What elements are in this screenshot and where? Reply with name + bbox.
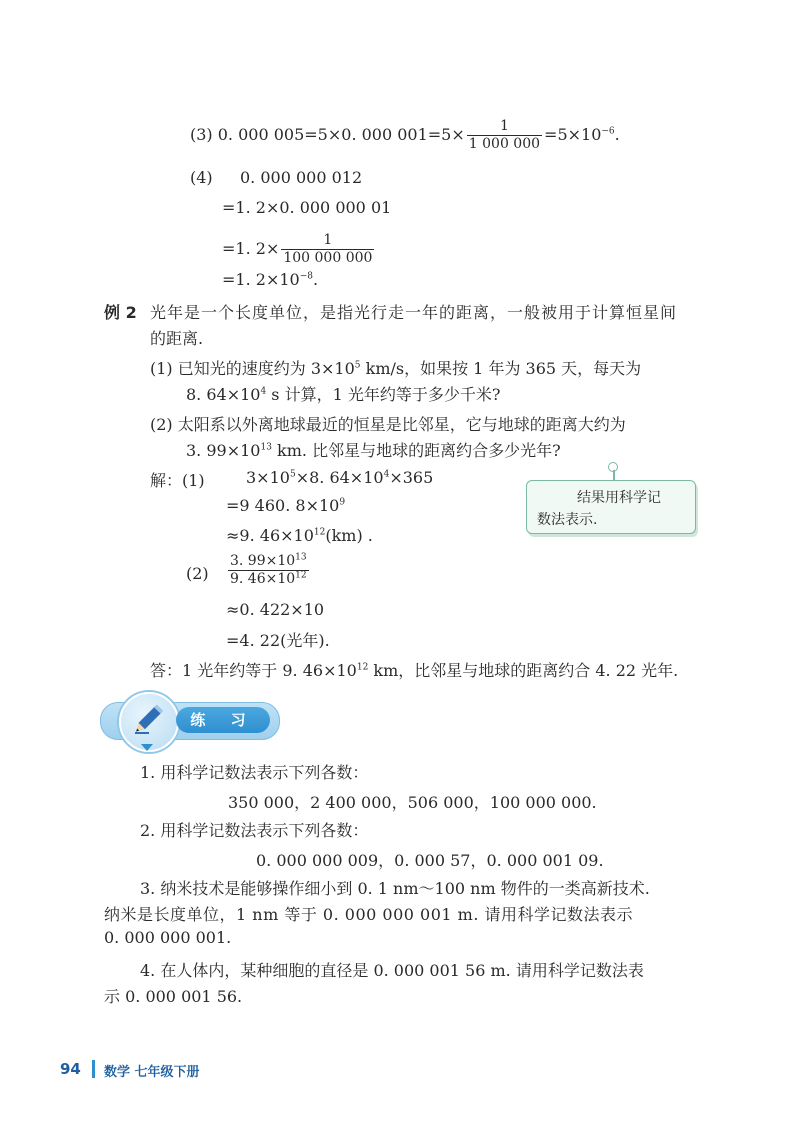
solution-s1-line1 (246, 468, 433, 487)
s2-num (228, 553, 309, 570)
answer-b: km，比邻星与地球的距离约合 4. 22 光年. (368, 661, 679, 680)
example2-intro-line1: 光年是一个长度单位，是指光行走一年的距离，一般被用于计算恒星间 (150, 303, 678, 322)
s1l3-b: (km) . (325, 526, 373, 545)
q1-line2-b: s 计算，1 光年约等于多少千米? (266, 385, 501, 404)
q1-line2-exp: 4 (260, 386, 267, 397)
answer-exp: 12 (356, 662, 369, 673)
page-number: 94 (60, 1060, 81, 1078)
eq3-prefix: (3) 0. 000 005=5×0. 000 001=5× (190, 125, 465, 144)
eq4-line4 (222, 270, 318, 289)
solution-s1-line3 (226, 526, 373, 545)
q2-line2-a: 3. 99×10 (186, 441, 261, 460)
book-title: 数学 七年级下册 (104, 1065, 200, 1080)
practice-title: 练 习 (176, 707, 270, 733)
eq3-frac-num: 1 (499, 118, 509, 134)
q2-line2-b: km. 比邻星与地球的距离约合多少光年? (271, 441, 561, 460)
example2-q2-line2 (186, 438, 561, 461)
eq4-label: (4) (190, 168, 213, 187)
eq4-line4-end: . (312, 270, 319, 289)
example2-q1-line1 (150, 356, 641, 379)
example2-label: 例 2 (104, 303, 137, 322)
q2-line2-exp: 13 (260, 442, 272, 453)
example2-intro-line2: 的距离. (150, 329, 204, 348)
eq4-line4-base: =1. 2×10 (222, 270, 300, 289)
solution-s2-line2: ≈0. 422×10 (226, 600, 325, 619)
solution-s2-fraction (226, 553, 311, 588)
s1l1-a: 3×10 (246, 468, 290, 487)
tip-line1: 结果用科学记 (577, 490, 661, 506)
practice-item-2-values: 0. 000 000 009，0. 000 57，0. 000 001 09. (256, 851, 604, 870)
s1l1-c: ×365 (389, 468, 434, 487)
q1-a: (1) 已知光的速度约为 3×10 (150, 359, 355, 378)
s2-den-exp: 12 (295, 570, 307, 581)
practice-item-4-line1: 4. 在人体内，某种细胞的直径是 0. 000 001 56 m. 请用科学记数法表 (140, 961, 644, 980)
pencil-icon-badge (119, 692, 179, 752)
q1-b: km/s，如果按 1 年为 365 天，每天为 (360, 359, 642, 378)
practice-item-3-line1: 3. 纳米技术是能够操作细小到 0. 1 nm～100 nm 物件的一类高新技术. (140, 879, 650, 898)
s2-den (228, 571, 309, 588)
answer-a: 答：1 光年约等于 9. 46×10 (150, 661, 357, 680)
footer-divider (92, 1060, 95, 1078)
practice-item-1-values: 350 000，2 400 000，506 000，100 000 000. (228, 793, 597, 812)
s2-num-a: 3. 99×10 (230, 553, 296, 569)
practice-item-1: 1. 用科学记数法表示下列各数： (140, 763, 369, 782)
practice-item-3-line3: 0. 000 000 001. (104, 928, 232, 947)
eq3-end: . (614, 125, 620, 144)
eq4-fraction (281, 232, 374, 267)
eq4-line2: =1. 2×0. 000 000 01 (222, 198, 392, 217)
eq4-line3-prefix: =1. 2× (222, 239, 280, 258)
tip-callout (526, 480, 696, 534)
q1-exp: 5 (354, 360, 361, 371)
pencil-icon (119, 692, 175, 748)
solution-answer (150, 658, 678, 681)
solution-s1-line2 (226, 496, 345, 515)
s1l2-a: =9 460. 8×10 (226, 496, 340, 515)
eq4-line3 (222, 232, 376, 267)
s2-den-a: 9. 46×10 (230, 571, 296, 587)
eq4-frac-den: 100 000 000 (283, 250, 373, 266)
solution-label: 解：(1) (150, 471, 205, 490)
practice-item-2: 2. 用科学记数法表示下列各数： (140, 821, 369, 840)
s1l2-exp: 9 (339, 497, 346, 508)
eq4-line4-exp: −8 (299, 271, 313, 282)
eq3-suffix: =5×10 (544, 125, 602, 144)
eq3-exp: −6 (601, 126, 615, 137)
solution-s2-label: (2) (186, 564, 209, 583)
equation-3 (190, 118, 620, 153)
s1l3-a: ≈9. 46×10 (226, 526, 314, 545)
solution-s2-line3: =4. 22(光年). (226, 631, 330, 650)
s2-fraction (228, 553, 309, 588)
eq3-fraction (467, 118, 542, 153)
s1l3-exp: 12 (313, 527, 326, 538)
s2-num-exp: 13 (295, 552, 307, 563)
example2-q2-line1: (2) 太阳系以外离地球最近的恒星是比邻星，它与地球的距离大约为 (150, 415, 626, 434)
tip-line2: 数法表示. (537, 512, 598, 528)
eq4-frac-num: 1 (323, 232, 333, 248)
q1-line2-a: 8. 64×10 (186, 385, 261, 404)
s1l1-exp1: 5 (289, 469, 296, 480)
eq3-frac-den: 1 000 000 (468, 136, 541, 152)
example2-q1-line2 (186, 382, 500, 405)
eq4-line1: 0. 000 000 012 (240, 168, 363, 187)
s1l1-b: ×8. 64×10 (295, 468, 384, 487)
pencil-badge-pointer (141, 744, 153, 751)
s1l1-exp2: 4 (383, 469, 390, 480)
practice-item-4-line2: 示 0. 000 001 56. (104, 987, 243, 1006)
practice-item-3-line2: 纳米是长度单位，1 nm 等于 0. 000 000 001 m. 请用科学记数法表示 (104, 905, 633, 924)
